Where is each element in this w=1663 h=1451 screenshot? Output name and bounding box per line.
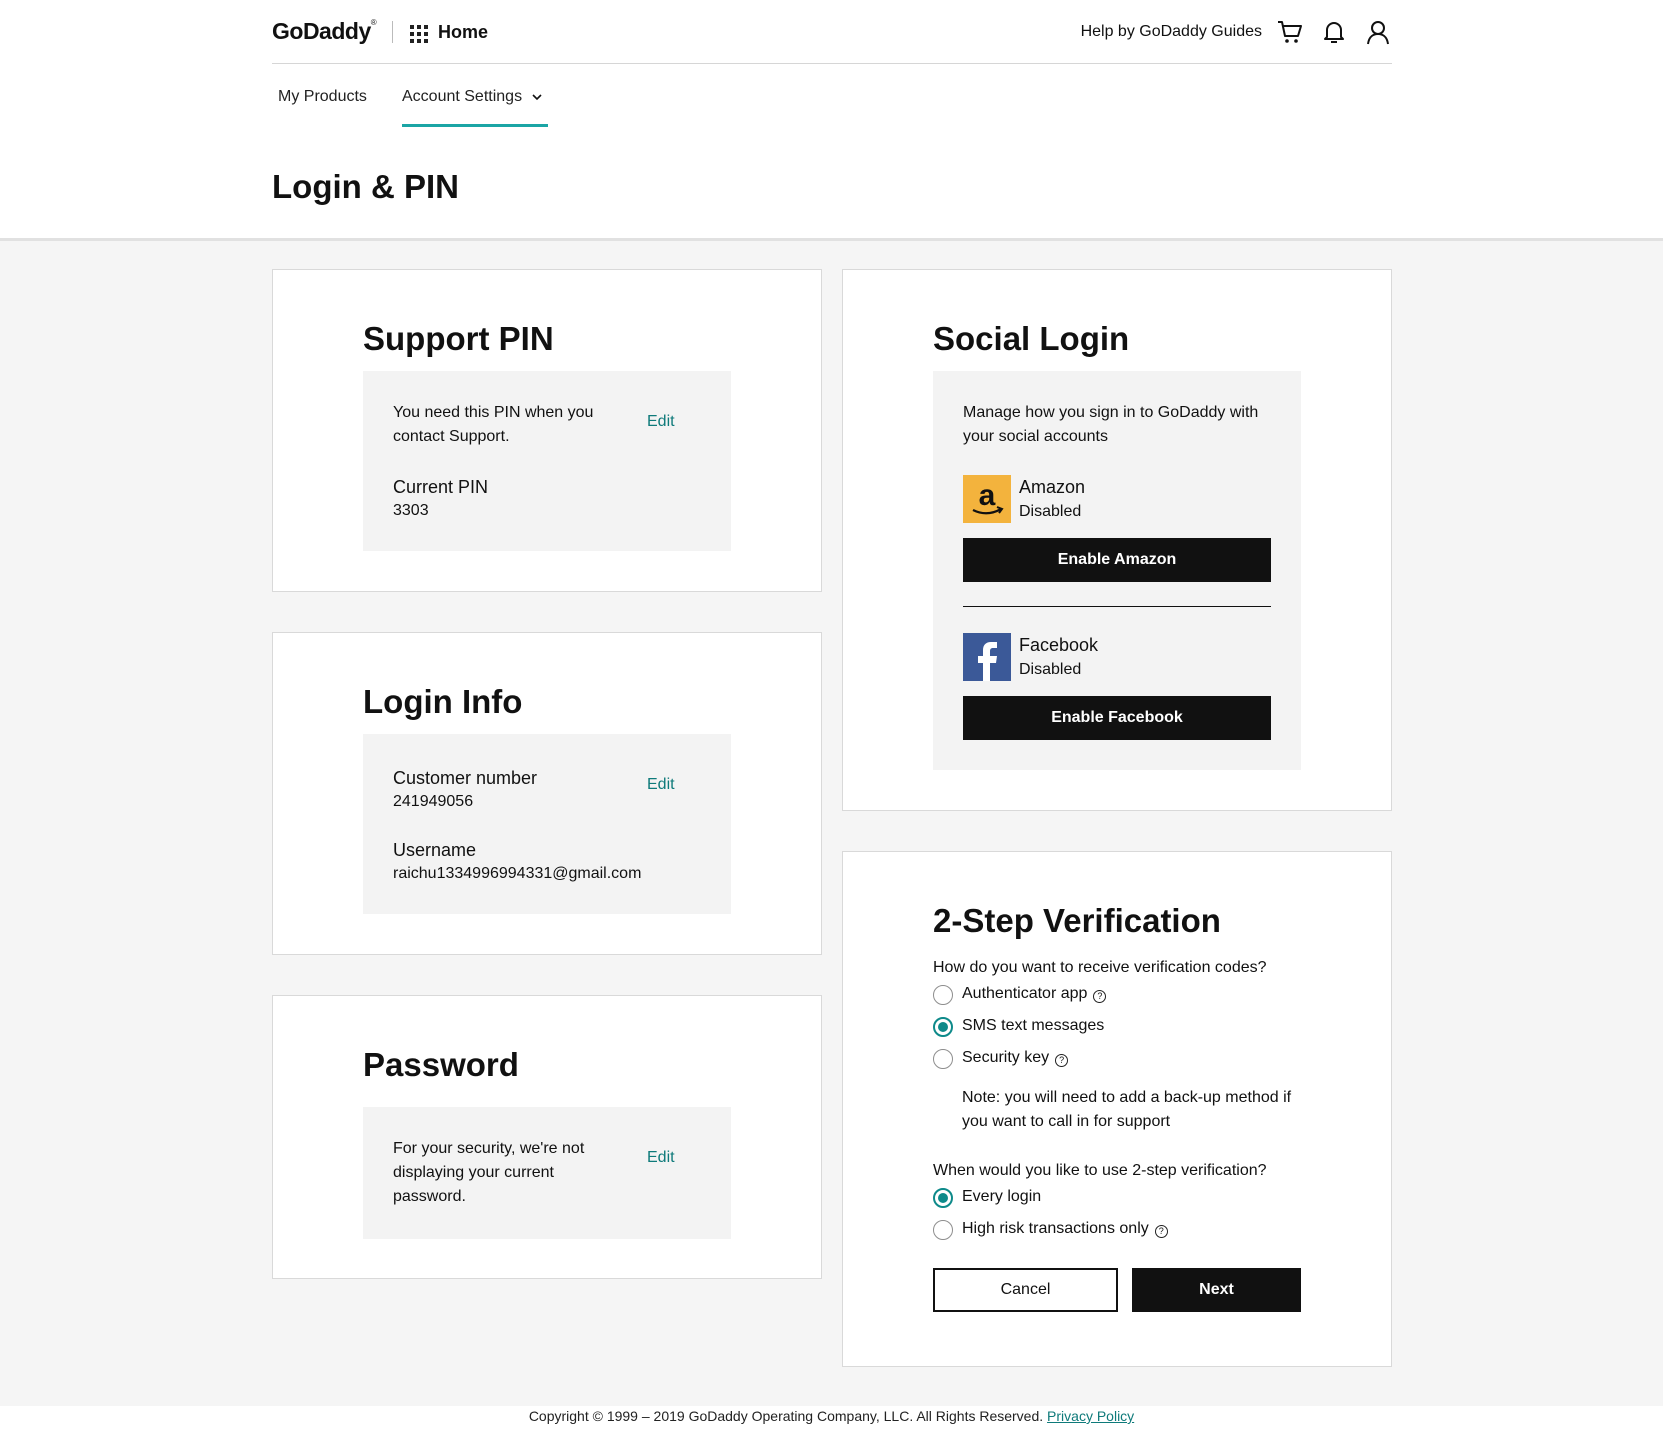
chevron-down-icon xyxy=(530,90,544,104)
current-pin-value: 3303 xyxy=(393,502,429,519)
logo-text: GoDaddy xyxy=(272,18,371,44)
radio-security-key-label[interactable]: Security key ? xyxy=(962,1049,1068,1067)
radio-authenticator-app[interactable] xyxy=(933,985,953,1005)
logo-separator xyxy=(392,21,393,43)
password-title: Password xyxy=(363,1046,519,1083)
radio-high-risk-only[interactable] xyxy=(933,1220,953,1240)
radio-sms-text-messages-label[interactable]: SMS text messages xyxy=(962,1017,1105,1034)
two-step-title: 2-Step Verification xyxy=(933,902,1221,939)
registered-mark: ® xyxy=(370,18,377,27)
radio-high-risk-only-label[interactable]: High risk transactions only ? xyxy=(962,1220,1168,1238)
radio-every-login-label[interactable]: Every login xyxy=(962,1188,1042,1205)
amazon-name: Amazon xyxy=(1019,477,1086,497)
facebook-logo-icon xyxy=(963,633,1011,681)
login-info-title: Login Info xyxy=(363,683,523,720)
radio-every-login[interactable] xyxy=(933,1188,953,1208)
nav-my-products[interactable]: My Products xyxy=(278,88,367,105)
password-panel xyxy=(363,1107,731,1239)
social-divider xyxy=(963,606,1271,607)
nav-account-settings-label: Account Settings xyxy=(402,88,523,105)
user-icon[interactable] xyxy=(1364,18,1392,46)
password-card xyxy=(272,995,822,1279)
help-question-icon[interactable]: ? xyxy=(1055,1054,1068,1067)
social-login-title: Social Login xyxy=(933,320,1130,357)
enable-amazon-button[interactable]: Enable Amazon xyxy=(963,538,1271,582)
facebook-name: Facebook xyxy=(1019,635,1099,655)
support-pin-description: You need this PIN when you contact Support. xyxy=(393,404,594,445)
cart-icon[interactable] xyxy=(1276,18,1304,46)
home-link[interactable]: Home xyxy=(438,22,489,42)
radio-security-key[interactable] xyxy=(933,1049,953,1069)
login-info-edit-link[interactable]: Edit xyxy=(647,776,675,793)
cancel-button[interactable]: Cancel xyxy=(933,1268,1118,1312)
footer-copyright: Copyright © 1999 – 2019 GoDaddy Operating Company, LLC. All Rights Reserved. xyxy=(528,1408,1044,1424)
two-step-question-when: When would you like to use 2-step verification? xyxy=(933,1162,1267,1179)
customer-number-value: 241949056 xyxy=(393,793,474,810)
support-pin-title: Support PIN xyxy=(363,320,554,357)
content-area xyxy=(0,238,1663,1406)
two-step-question-method: How do you want to receive verification codes? xyxy=(933,959,1267,976)
facebook-status: Disabled xyxy=(1019,661,1082,678)
social-login-card xyxy=(842,269,1392,811)
login-info-card xyxy=(272,632,822,955)
two-step-note: Note: you will need to add a back-up method if you want to call in for support xyxy=(962,1089,1292,1130)
footer xyxy=(0,1408,1663,1424)
privacy-policy-link[interactable]: Privacy Policy xyxy=(1047,1408,1135,1424)
next-button[interactable]: Next xyxy=(1132,1268,1301,1312)
help-question-icon[interactable]: ? xyxy=(1155,1225,1168,1238)
customer-number-label: Customer number xyxy=(393,768,538,788)
username-label: Username xyxy=(393,840,477,860)
social-login-panel xyxy=(933,371,1301,770)
radio-sms-text-messages[interactable] xyxy=(933,1017,953,1037)
login-info-panel xyxy=(363,734,731,914)
support-pin-edit-link[interactable]: Edit xyxy=(647,413,675,430)
support-pin-card xyxy=(272,269,822,592)
two-step-card xyxy=(842,851,1392,1367)
top-header xyxy=(272,0,1392,64)
current-pin-label: Current PIN xyxy=(393,477,489,497)
password-description: For your security, we're not displaying your current password. xyxy=(393,1140,585,1205)
bell-icon[interactable] xyxy=(1320,18,1348,46)
godaddy-logo[interactable] xyxy=(272,18,376,45)
amazon-logo-icon xyxy=(963,475,1011,523)
radio-authenticator-app-label[interactable]: Authenticator app ? xyxy=(962,985,1106,1003)
apps-grid-icon[interactable] xyxy=(410,25,428,41)
help-link[interactable]: Help by GoDaddy Guides xyxy=(1080,23,1262,40)
nav-account-settings[interactable] xyxy=(402,88,548,127)
amazon-status: Disabled xyxy=(1019,503,1082,520)
help-question-icon[interactable]: ? xyxy=(1093,990,1106,1003)
support-pin-panel xyxy=(363,371,731,551)
social-login-description: Manage how you sign in to GoDaddy with your social accounts xyxy=(963,404,1259,445)
username-value: raichu1334996994331@gmail.com xyxy=(393,865,642,882)
password-edit-link[interactable]: Edit xyxy=(647,1149,675,1166)
enable-facebook-button[interactable]: Enable Facebook xyxy=(963,696,1271,740)
page-title: Login & PIN xyxy=(272,168,459,205)
svg-text:a: a xyxy=(978,479,996,512)
main-nav xyxy=(272,64,1392,130)
